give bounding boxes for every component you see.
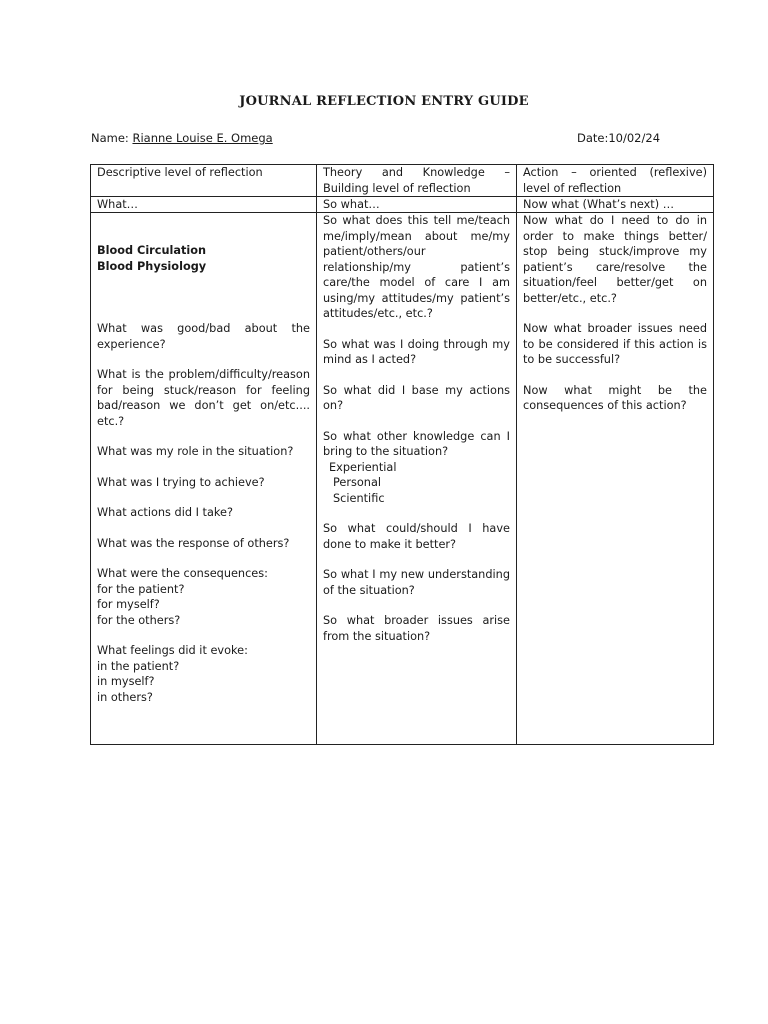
sub-question-item: in others? <box>97 690 153 704</box>
question-item: Now what do I need to do in order to make things better/ stop being stuck/improve my patient’s care/resolve the situation/feel better/get on better/etc., etc.? <box>523 214 707 305</box>
name-line <box>91 131 273 145</box>
question-item: What was my role in the situation? <box>97 445 294 458</box>
question-item: What was I trying to achieve? <box>97 475 265 489</box>
topic-subheading: Blood Physiology <box>97 259 207 273</box>
sub-question-item: in myself? <box>97 675 155 688</box>
question-item: So what was I doing through my mind as I acted? <box>323 337 510 366</box>
header-theory-knowledge: Theory and Knowledge – Building level of reflection <box>317 165 517 197</box>
sub-question-item: in the patient? <box>97 659 180 673</box>
name-label: Name: <box>91 131 133 145</box>
sub-question-item: for the patient? <box>97 582 185 596</box>
question-item: What actions did I take? <box>97 506 233 519</box>
question-item: What were the consequences: <box>97 567 268 580</box>
question-item: So what I my new understanding of the situation? <box>323 568 510 597</box>
sub-question-item: for myself? <box>97 598 160 611</box>
descriptive-cell <box>91 213 317 745</box>
subheader-what: What… <box>91 197 317 213</box>
knowledge-type: Experiential <box>329 460 397 474</box>
document-title: JOURNAL REFLECTION ENTRY GUIDE <box>239 94 529 109</box>
knowledge-type: Personal <box>333 476 382 489</box>
knowledge-type: Scientific <box>333 491 385 505</box>
reflection-table <box>90 164 714 745</box>
action-oriented-cell <box>517 213 714 745</box>
theory-knowledge-cell <box>317 213 517 745</box>
question-item: So what does this tell me/teach me/imply/mean about me/my patient/others/our relationship/my patient’s care/the model of care I am using/my attitudes/my patient’s attitudes/etc., etc.? <box>323 214 510 320</box>
header-action-oriented: Action – oriented (reflexive) level of reflection <box>517 165 714 197</box>
subheader-row <box>91 197 714 213</box>
subheader-so-what: So what… <box>317 197 517 213</box>
header-row <box>91 165 714 197</box>
question-item: So what broader issues arise from the situation? <box>323 614 510 643</box>
question-item: So what other knowledge can I bring to the situation? <box>323 429 510 458</box>
question-item: So what did I base my actions on? <box>323 383 510 412</box>
topic-heading: Blood Circulation <box>97 244 207 257</box>
body-row <box>91 213 714 745</box>
question-item: Now what broader issues need to be considered if this action is to be successful? <box>523 322 707 366</box>
subheader-now-what: Now what (What’s next) … <box>517 197 714 213</box>
question-item: What feelings did it evoke: <box>97 644 248 657</box>
question-item: What was the response of others? <box>97 536 290 550</box>
date-line: Date:10/02/24 <box>577 131 661 145</box>
question-item: What is the problem/difficulty/reason for being stuck/reason for feeling bad/reason we don’t get on/etc.... etc.? <box>97 368 310 428</box>
header-descriptive: Descriptive level of reflection <box>91 165 317 197</box>
sub-question-item: for the others? <box>97 613 181 627</box>
question-item: So what could/should I have done to make it better? <box>323 522 510 551</box>
student-name: Rianne Louise E. Omega <box>132 131 273 145</box>
question-item: What was good/bad about the experience? <box>97 322 310 351</box>
question-item: Now what might be the consequences of this action? <box>523 383 707 412</box>
